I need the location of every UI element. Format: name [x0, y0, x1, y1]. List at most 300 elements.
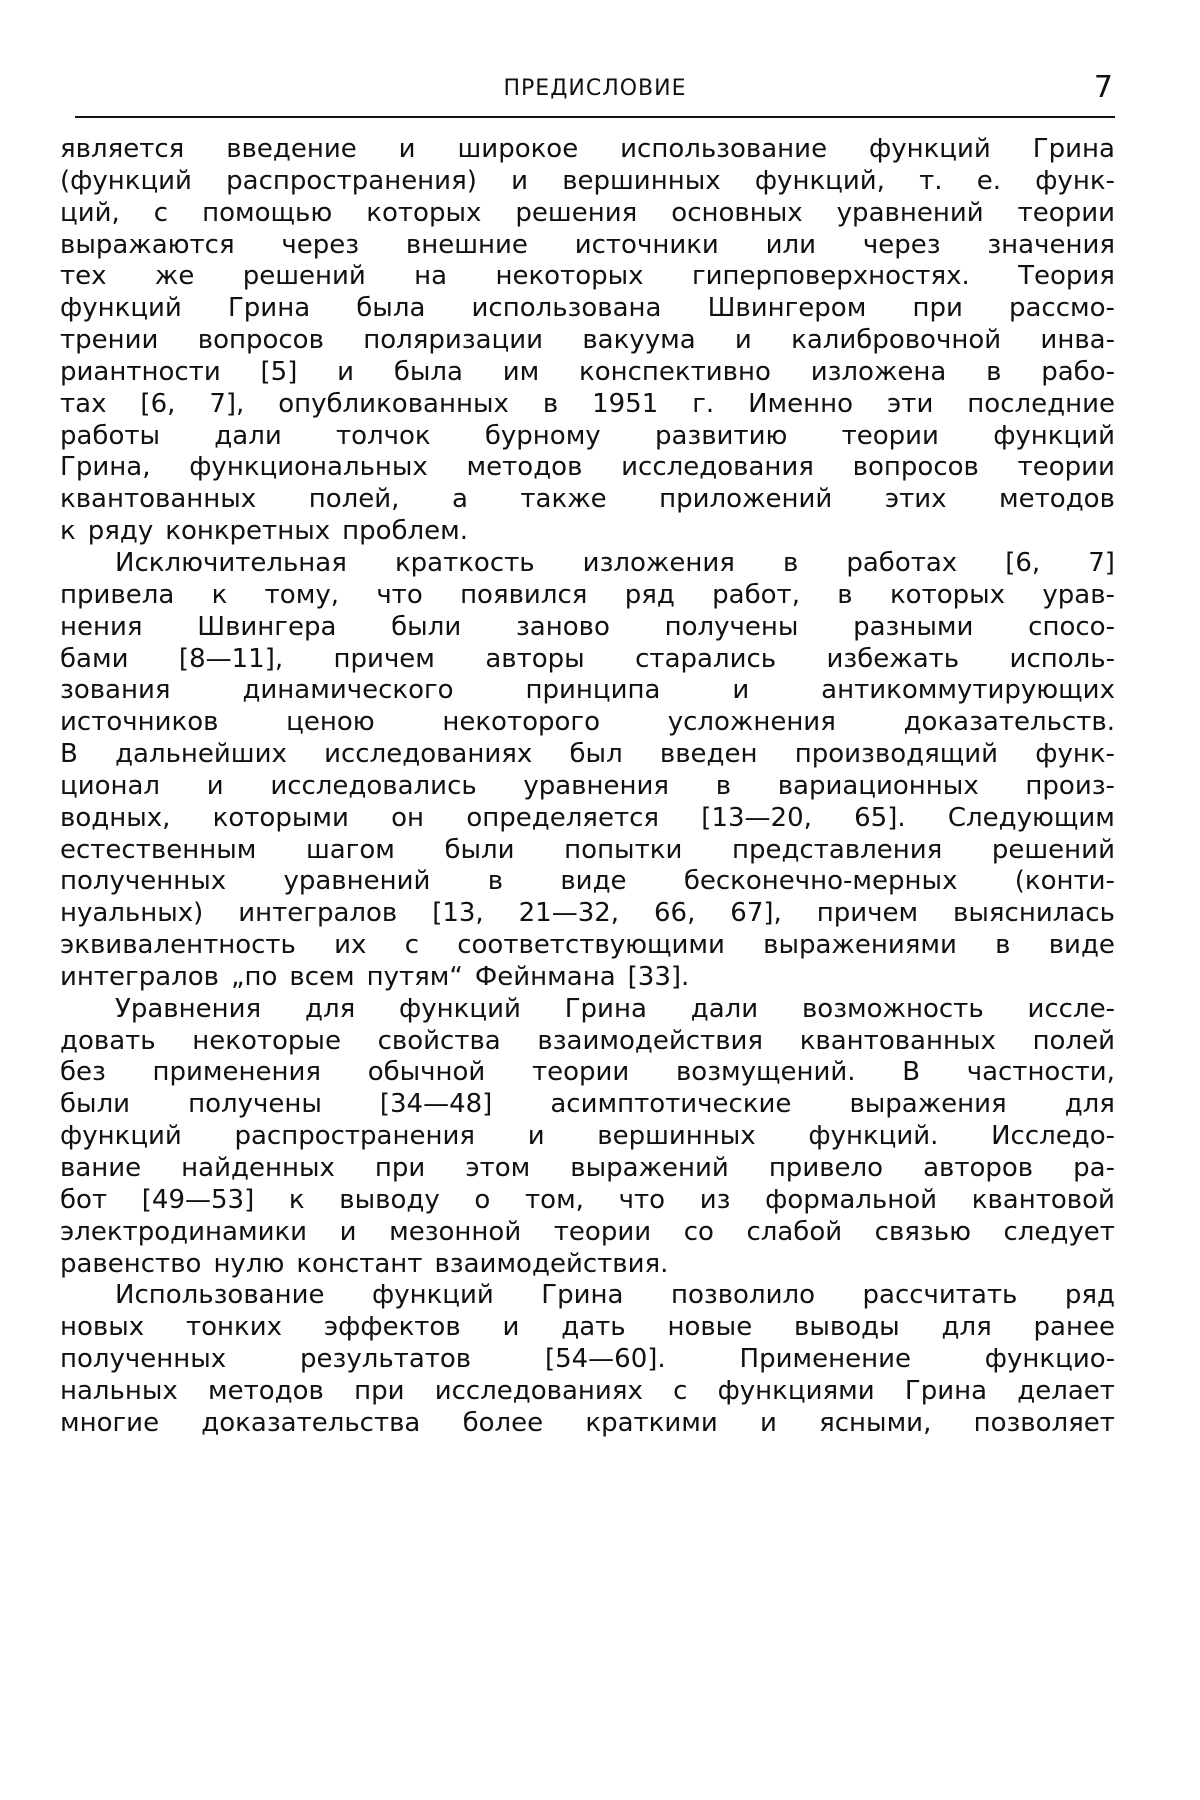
text-line: [60, 261, 1115, 293]
word: слабой: [746, 1216, 843, 1247]
word: появился: [460, 579, 588, 610]
word: поляризации: [363, 325, 544, 356]
paragraph: [60, 134, 1115, 548]
word: для: [941, 1312, 992, 1343]
word: последние: [967, 388, 1115, 419]
word: теории: [1017, 197, 1115, 228]
word: (функций: [60, 165, 192, 196]
word: функций: [371, 1280, 494, 1311]
word: привело: [768, 1153, 884, 1183]
word: Грина: [1032, 134, 1115, 164]
word: рабо-: [1041, 356, 1115, 387]
word: причем: [333, 643, 435, 674]
word: и: [398, 134, 416, 164]
word: возмущений.: [675, 1057, 856, 1088]
word: широкое: [457, 134, 579, 164]
word: в: [782, 547, 799, 578]
word: также: [520, 484, 607, 515]
word: вание: [60, 1153, 142, 1183]
word: 65].: [854, 802, 906, 833]
word: проблем.: [342, 516, 469, 547]
word: решений: [242, 261, 366, 292]
word: при: [912, 293, 963, 324]
word: 67],: [730, 898, 782, 929]
word: [6,: [1005, 547, 1041, 578]
word: исследованиях: [434, 1375, 643, 1406]
word: методов: [208, 1375, 324, 1406]
word: теории: [1017, 452, 1115, 483]
word: рассчитать: [862, 1280, 1018, 1311]
word: квантовой: [971, 1184, 1115, 1215]
word: электродинамики: [60, 1216, 308, 1247]
word: выражениями: [763, 930, 957, 961]
word: бами: [60, 643, 129, 674]
text-line: [60, 675, 1115, 707]
word: со: [683, 1216, 714, 1247]
text-line: [60, 771, 1115, 803]
word: вершинных: [597, 1121, 756, 1152]
word: и: [339, 1216, 357, 1247]
word: функ-: [1035, 739, 1115, 770]
word: были: [391, 611, 462, 642]
word: [13—20,: [701, 802, 812, 833]
word: динамического: [242, 675, 454, 706]
word: для: [1064, 1089, 1115, 1120]
word: с: [153, 197, 169, 228]
text-line: [60, 1057, 1115, 1089]
word: 7]: [1088, 547, 1115, 578]
word: т.: [919, 165, 943, 196]
text-line: [60, 325, 1115, 357]
word: констант: [296, 1248, 423, 1279]
word: ряду: [87, 516, 154, 547]
word: исследованиях: [324, 739, 533, 770]
word: ранее: [1033, 1312, 1115, 1343]
word: выводу: [339, 1184, 440, 1215]
word: источников: [60, 707, 219, 738]
word: некоторых: [495, 261, 644, 292]
word: Грина: [904, 1375, 988, 1406]
word: толчок: [335, 420, 431, 451]
word: выяснилась: [953, 898, 1115, 929]
word: е.: [976, 165, 1001, 196]
word: использована: [471, 293, 662, 324]
word: взаимодействия.: [434, 1248, 669, 1279]
word: он: [391, 802, 425, 833]
word: тому,: [264, 579, 339, 610]
word: им: [502, 356, 540, 387]
word: квантованных: [799, 1025, 996, 1056]
text-line: [60, 198, 1115, 230]
word: полей,: [308, 484, 400, 515]
word: работ,: [712, 579, 800, 610]
word: и: [734, 325, 752, 356]
word: краткими: [585, 1407, 718, 1438]
word: виде: [1048, 930, 1115, 961]
word: Швингером: [707, 293, 867, 324]
word: водных,: [60, 802, 171, 833]
word: Исследо-: [991, 1121, 1115, 1152]
word: был: [569, 739, 623, 770]
word: позволяет: [973, 1407, 1115, 1438]
word: возможность: [801, 993, 984, 1024]
word: попытки: [564, 834, 683, 865]
word: тех: [60, 261, 107, 292]
word: 1951: [592, 388, 659, 419]
word: их: [334, 930, 367, 961]
text-line: [60, 484, 1115, 516]
word: функций: [993, 420, 1115, 451]
text-line: [60, 1344, 1115, 1376]
word: формальной: [765, 1184, 938, 1215]
text-line: [60, 357, 1115, 389]
word: применения: [152, 1057, 322, 1088]
word: дали: [690, 993, 759, 1024]
text-line: [60, 230, 1115, 262]
word: что: [618, 1184, 666, 1215]
word: Именно: [748, 388, 854, 419]
word: нения: [60, 611, 143, 642]
word: позволило: [671, 1280, 816, 1311]
word: и: [759, 1407, 777, 1438]
word: функций: [60, 1121, 182, 1152]
word: функциональных: [189, 452, 428, 483]
word: гиперповерхностях.: [691, 261, 970, 292]
word: виде: [560, 866, 627, 897]
word: некоторого: [442, 707, 600, 738]
word: равенство: [60, 1248, 202, 1279]
word: [8—11],: [178, 643, 284, 674]
word: калибровочной: [791, 325, 1002, 356]
word: Фейнмана: [474, 961, 616, 992]
word: распространения): [226, 165, 477, 196]
body-text: [60, 134, 1115, 1440]
word: была: [356, 293, 426, 324]
word: причем: [816, 898, 919, 929]
word: дали: [214, 420, 282, 451]
paragraph: [60, 1280, 1115, 1439]
word: доказательства: [201, 1407, 421, 1438]
word: функцио-: [984, 1344, 1115, 1375]
word: уравнения: [523, 770, 670, 801]
word: дальнейших: [115, 739, 287, 770]
word: развитию: [654, 420, 788, 451]
word: помощью: [202, 197, 333, 228]
text-line: [60, 580, 1115, 612]
word: Грина: [564, 993, 647, 1024]
text-line: [60, 1185, 1115, 1217]
word: функциями: [717, 1375, 875, 1406]
text-line: [60, 930, 1115, 962]
text-line: [60, 1376, 1115, 1408]
word: к: [211, 579, 228, 610]
text-line: [60, 452, 1115, 484]
word: нуальных): [60, 898, 204, 929]
word: в: [715, 770, 732, 801]
word: [54—60].: [544, 1344, 666, 1375]
word: всем: [289, 961, 355, 992]
word: путям“: [366, 961, 463, 992]
word: Следующим: [947, 802, 1115, 833]
word: 7],: [209, 388, 245, 419]
text-line: [60, 548, 1115, 580]
word: без: [60, 1057, 106, 1088]
word: соответствующими: [457, 930, 725, 961]
word: функций: [868, 134, 991, 164]
word: основных: [671, 197, 803, 228]
word: в: [487, 866, 504, 897]
word: работы: [60, 420, 161, 451]
word: в: [995, 930, 1011, 961]
word: значения: [987, 229, 1115, 260]
word: найденных: [181, 1153, 335, 1183]
word: в: [837, 579, 853, 610]
word: функций: [399, 993, 521, 1024]
word: квантованных: [60, 484, 257, 515]
word: старались: [635, 643, 777, 674]
word: ценою: [286, 707, 375, 738]
word: взаимодействия: [537, 1025, 764, 1056]
word: и: [511, 165, 528, 196]
word: шагом: [305, 834, 395, 865]
word: методов: [999, 484, 1115, 515]
word: произ-: [1025, 770, 1115, 801]
word: представления: [731, 834, 943, 865]
word: следует: [1003, 1216, 1115, 1247]
word: через: [862, 229, 941, 260]
word: что: [376, 579, 423, 610]
text-line: [60, 293, 1115, 325]
word: ций,: [60, 197, 120, 228]
word: были: [60, 1089, 131, 1120]
word: Грина: [227, 293, 311, 324]
word: через: [281, 229, 360, 260]
text-line: [60, 389, 1115, 421]
word: принципа: [525, 675, 661, 706]
text-line: [60, 1089, 1115, 1121]
word: и: [337, 356, 355, 387]
word: [6,: [140, 388, 176, 419]
word: вакуума: [582, 325, 696, 356]
word: риантности: [60, 356, 221, 387]
text-line: [60, 707, 1115, 739]
word: некоторые: [192, 1025, 341, 1056]
word: зования: [60, 675, 171, 706]
word: приложений: [659, 484, 833, 515]
page-number: 7: [1093, 70, 1113, 105]
text-line: [60, 612, 1115, 644]
word: выражаются: [60, 229, 235, 260]
word: Грина,: [60, 452, 151, 483]
word: к: [288, 1184, 305, 1215]
word: вопросов: [197, 325, 324, 356]
word: или: [765, 229, 817, 260]
word: Швингера: [197, 611, 337, 642]
text-line: [60, 1026, 1115, 1058]
word: иссле-: [1027, 993, 1115, 1024]
word: ряд: [1064, 1280, 1115, 1311]
word: для: [304, 993, 356, 1024]
word: нальных: [60, 1375, 178, 1406]
word: распространения: [234, 1121, 476, 1152]
word: дать: [561, 1312, 626, 1343]
running-head: [75, 70, 1115, 110]
word: вершинных: [562, 165, 721, 196]
text-line: [60, 1312, 1115, 1344]
word: более: [462, 1407, 544, 1438]
word: [34—48]: [379, 1089, 493, 1120]
word: привела: [60, 579, 175, 610]
word: выражения: [849, 1089, 1007, 1120]
word: которыми: [212, 802, 349, 833]
word: г.: [692, 388, 715, 419]
word: исполь-: [1009, 643, 1115, 674]
word: и: [527, 1121, 545, 1152]
word: Использование: [115, 1280, 325, 1311]
word: же: [154, 261, 195, 292]
word: связью: [874, 1216, 971, 1247]
word: введен: [659, 739, 758, 770]
word: работах: [846, 547, 958, 578]
word: решений: [991, 834, 1115, 865]
text-line: [60, 994, 1115, 1026]
word: новые: [667, 1312, 753, 1343]
word: авторы: [485, 643, 585, 674]
word: которых: [366, 197, 482, 228]
word: вариационных: [777, 770, 979, 801]
word: рассмо-: [1008, 293, 1115, 324]
word: трении: [60, 325, 159, 356]
word: получены: [188, 1089, 322, 1120]
word: решения: [515, 197, 638, 228]
word: бесконечно-мерных: [683, 866, 958, 897]
word: том,: [525, 1184, 584, 1215]
word: выводы: [794, 1312, 900, 1343]
word: полей: [1032, 1025, 1115, 1056]
word: уравнений: [283, 866, 431, 897]
word: о: [474, 1184, 491, 1215]
word: интегралов: [238, 898, 398, 929]
word: ясными,: [819, 1407, 932, 1438]
word: является: [60, 134, 185, 164]
word: [33].: [627, 961, 690, 992]
text-line: [60, 644, 1115, 676]
word: функ-: [1035, 165, 1115, 196]
word: тах: [60, 388, 107, 419]
word: естественным: [60, 834, 257, 865]
word: ряд: [624, 579, 675, 610]
word: и: [732, 675, 750, 706]
word: доказательств.: [903, 707, 1115, 738]
text-line: [60, 516, 1115, 548]
text-line: [60, 1280, 1115, 1312]
word: Применение: [739, 1344, 911, 1375]
word: источники: [574, 229, 719, 260]
word: В: [60, 739, 78, 770]
text-line: [60, 739, 1115, 771]
text-line: [60, 835, 1115, 867]
word: свойства: [377, 1025, 501, 1056]
text-line: [60, 1121, 1115, 1153]
word: краткость: [394, 547, 535, 578]
word: теории: [553, 1216, 652, 1247]
word: опубликованных: [278, 388, 509, 419]
text-line: [60, 866, 1115, 898]
word: нулю: [213, 1248, 285, 1279]
word: функций.: [808, 1121, 939, 1152]
word: [5]: [260, 356, 298, 387]
word: избежать: [826, 643, 960, 674]
word: обычной: [367, 1057, 486, 1088]
word: функций,: [754, 165, 885, 196]
word: введение: [226, 134, 357, 164]
word: 66,: [654, 898, 696, 929]
word: инва-: [1040, 325, 1115, 356]
word: полученных: [60, 1344, 227, 1375]
word: и: [206, 770, 224, 801]
word: заново: [515, 611, 610, 642]
word: мезонной: [389, 1216, 522, 1247]
word: уравнений: [836, 197, 984, 228]
word: 21—32,: [518, 898, 620, 929]
word: а: [451, 484, 468, 515]
word: усложнения: [667, 707, 836, 738]
word: разными: [853, 611, 974, 642]
word: исследования: [621, 452, 814, 483]
word: конспективно: [579, 356, 771, 387]
word: Грина: [541, 1280, 624, 1311]
word: ционал: [60, 770, 161, 801]
word: результатов: [300, 1344, 472, 1375]
word: эти: [887, 388, 934, 419]
word: новых: [60, 1312, 145, 1343]
text-line: [60, 1153, 1115, 1185]
word: изложена: [810, 356, 947, 387]
word: тонких: [185, 1312, 283, 1343]
text-line: [60, 1408, 1115, 1440]
word: внешние: [405, 229, 528, 260]
word: эквивалентность: [60, 930, 296, 961]
word: спосо-: [1028, 611, 1115, 642]
text-line: [60, 962, 1115, 994]
word: этих: [884, 484, 947, 515]
word: довать: [60, 1025, 156, 1056]
text-line: [60, 898, 1115, 930]
word: определяется: [466, 802, 660, 833]
word: теории: [841, 420, 939, 451]
paragraph: [60, 994, 1115, 1281]
word: урав-: [1042, 579, 1115, 610]
word: Теория: [1018, 261, 1115, 292]
word: была: [393, 356, 463, 387]
word: при: [374, 1153, 426, 1183]
word: интегралов: [60, 961, 219, 992]
text-line: [60, 134, 1115, 166]
word: бот: [60, 1184, 108, 1215]
word: выражений: [570, 1153, 729, 1183]
word: получены: [664, 611, 799, 642]
text-line: [60, 166, 1115, 198]
text-line: [60, 1217, 1115, 1249]
word: производящий: [794, 739, 999, 770]
text-line: [60, 421, 1115, 453]
word: этом: [465, 1153, 531, 1183]
text-line: [60, 1249, 1115, 1281]
word: авторов: [923, 1153, 1034, 1183]
word: Уравнения: [115, 993, 262, 1024]
word: исследовались: [270, 770, 477, 801]
word: В: [902, 1057, 921, 1088]
